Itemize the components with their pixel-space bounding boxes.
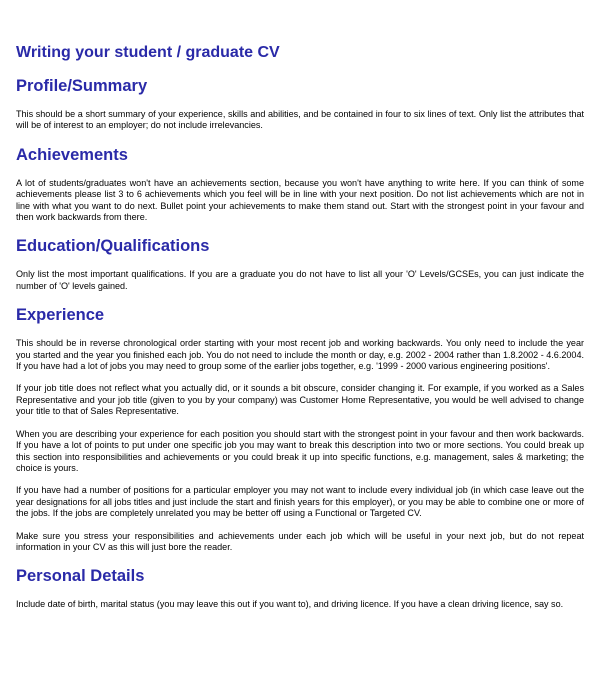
section-achievements: [16, 145, 584, 224]
document-title: Writing your student / graduate CV: [16, 44, 280, 61]
paragraph: A lot of students/graduates won't have an achievements section, because you won't have anything to write here. If you can think of some achievements please list 3 to 6 achievements which you feel will be in line with your next position. Do not list achievements which are not in line with what you want to do next. Bullet point your achievements to make them stand out. Start with the strongest point in your favour and then work backwards from there.: [16, 177, 584, 223]
section-experience: [16, 305, 584, 553]
paragraph: If you have had a number of positions for a particular employer you may not want to include every individual job (in which case leave out the year designations for all jobs titles and just include the start and finish years for this employer), or you may be able to combine one or more of the jobs. If the jobs are completely unrelated you may be better off using a Functional or Targeted CV.: [16, 485, 584, 519]
section-education-qualifications: [16, 236, 584, 292]
paragraph: Include date of birth, marital status (you may leave this out if you want to), and driving licence. If you have a clean driving licence, say so.: [16, 599, 564, 610]
section-personal-details: [16, 566, 584, 610]
section-heading: Profile/Summary: [16, 77, 148, 95]
paragraph: This should be in reverse chronological order starting with your most recent job and working backwards. You only need to include the year you started and the year you finished each job. You do not need to include the month or day, e.g. 2002 - 2004 rather than 1.8.2002 - 4.6.2004. If you have had a lot of jobs you may need to group some of the earlier jobs together, e.g. '1999 - 2000 various engineering positions'.: [16, 338, 584, 372]
section-heading: Experience: [16, 306, 105, 325]
section-heading: Personal Details: [16, 567, 145, 586]
paragraph: Only list the most important qualifications. If you are a graduate you do not have to list all your 'O' Levels/GCSEs, you can just indicate the number of 'O' levels gained.: [16, 269, 584, 291]
section-heading: Achievements: [16, 145, 128, 164]
section-profile-summary: [16, 76, 584, 132]
paragraph: If your job title does not reflect what you actually did, or it sounds a bit obscure, consider changing it. For example, if you worked as a Sales Representative and your job title (given to you by your company) was Customer Home Representative, you would be well advised to change your title to that of Sales Representative.: [16, 383, 584, 417]
paragraph: This should be a short summary of your experience, skills and abilities, and be contained in four to six lines of text. Only list the attributes that will be of interest to an employer; do not include irrelevancies.: [16, 109, 584, 131]
paragraph: When you are describing your experience for each position you should start with the strongest point in your favour and then work backwards. If you have a lot of points to put under one specific job you may want to break this description into two or more sections. You could break up this section into responsibilities and achievements or you could break it up into specific functions, e.g. management, sales & marketing; the choice is yours.: [16, 428, 584, 473]
paragraph: Make sure you stress your responsibilities and achievements under each job which will be useful in your next job, but do not repeat information in your CV as this will just bore the reader.: [16, 530, 584, 552]
section-heading: Education/Qualifications: [16, 237, 210, 256]
